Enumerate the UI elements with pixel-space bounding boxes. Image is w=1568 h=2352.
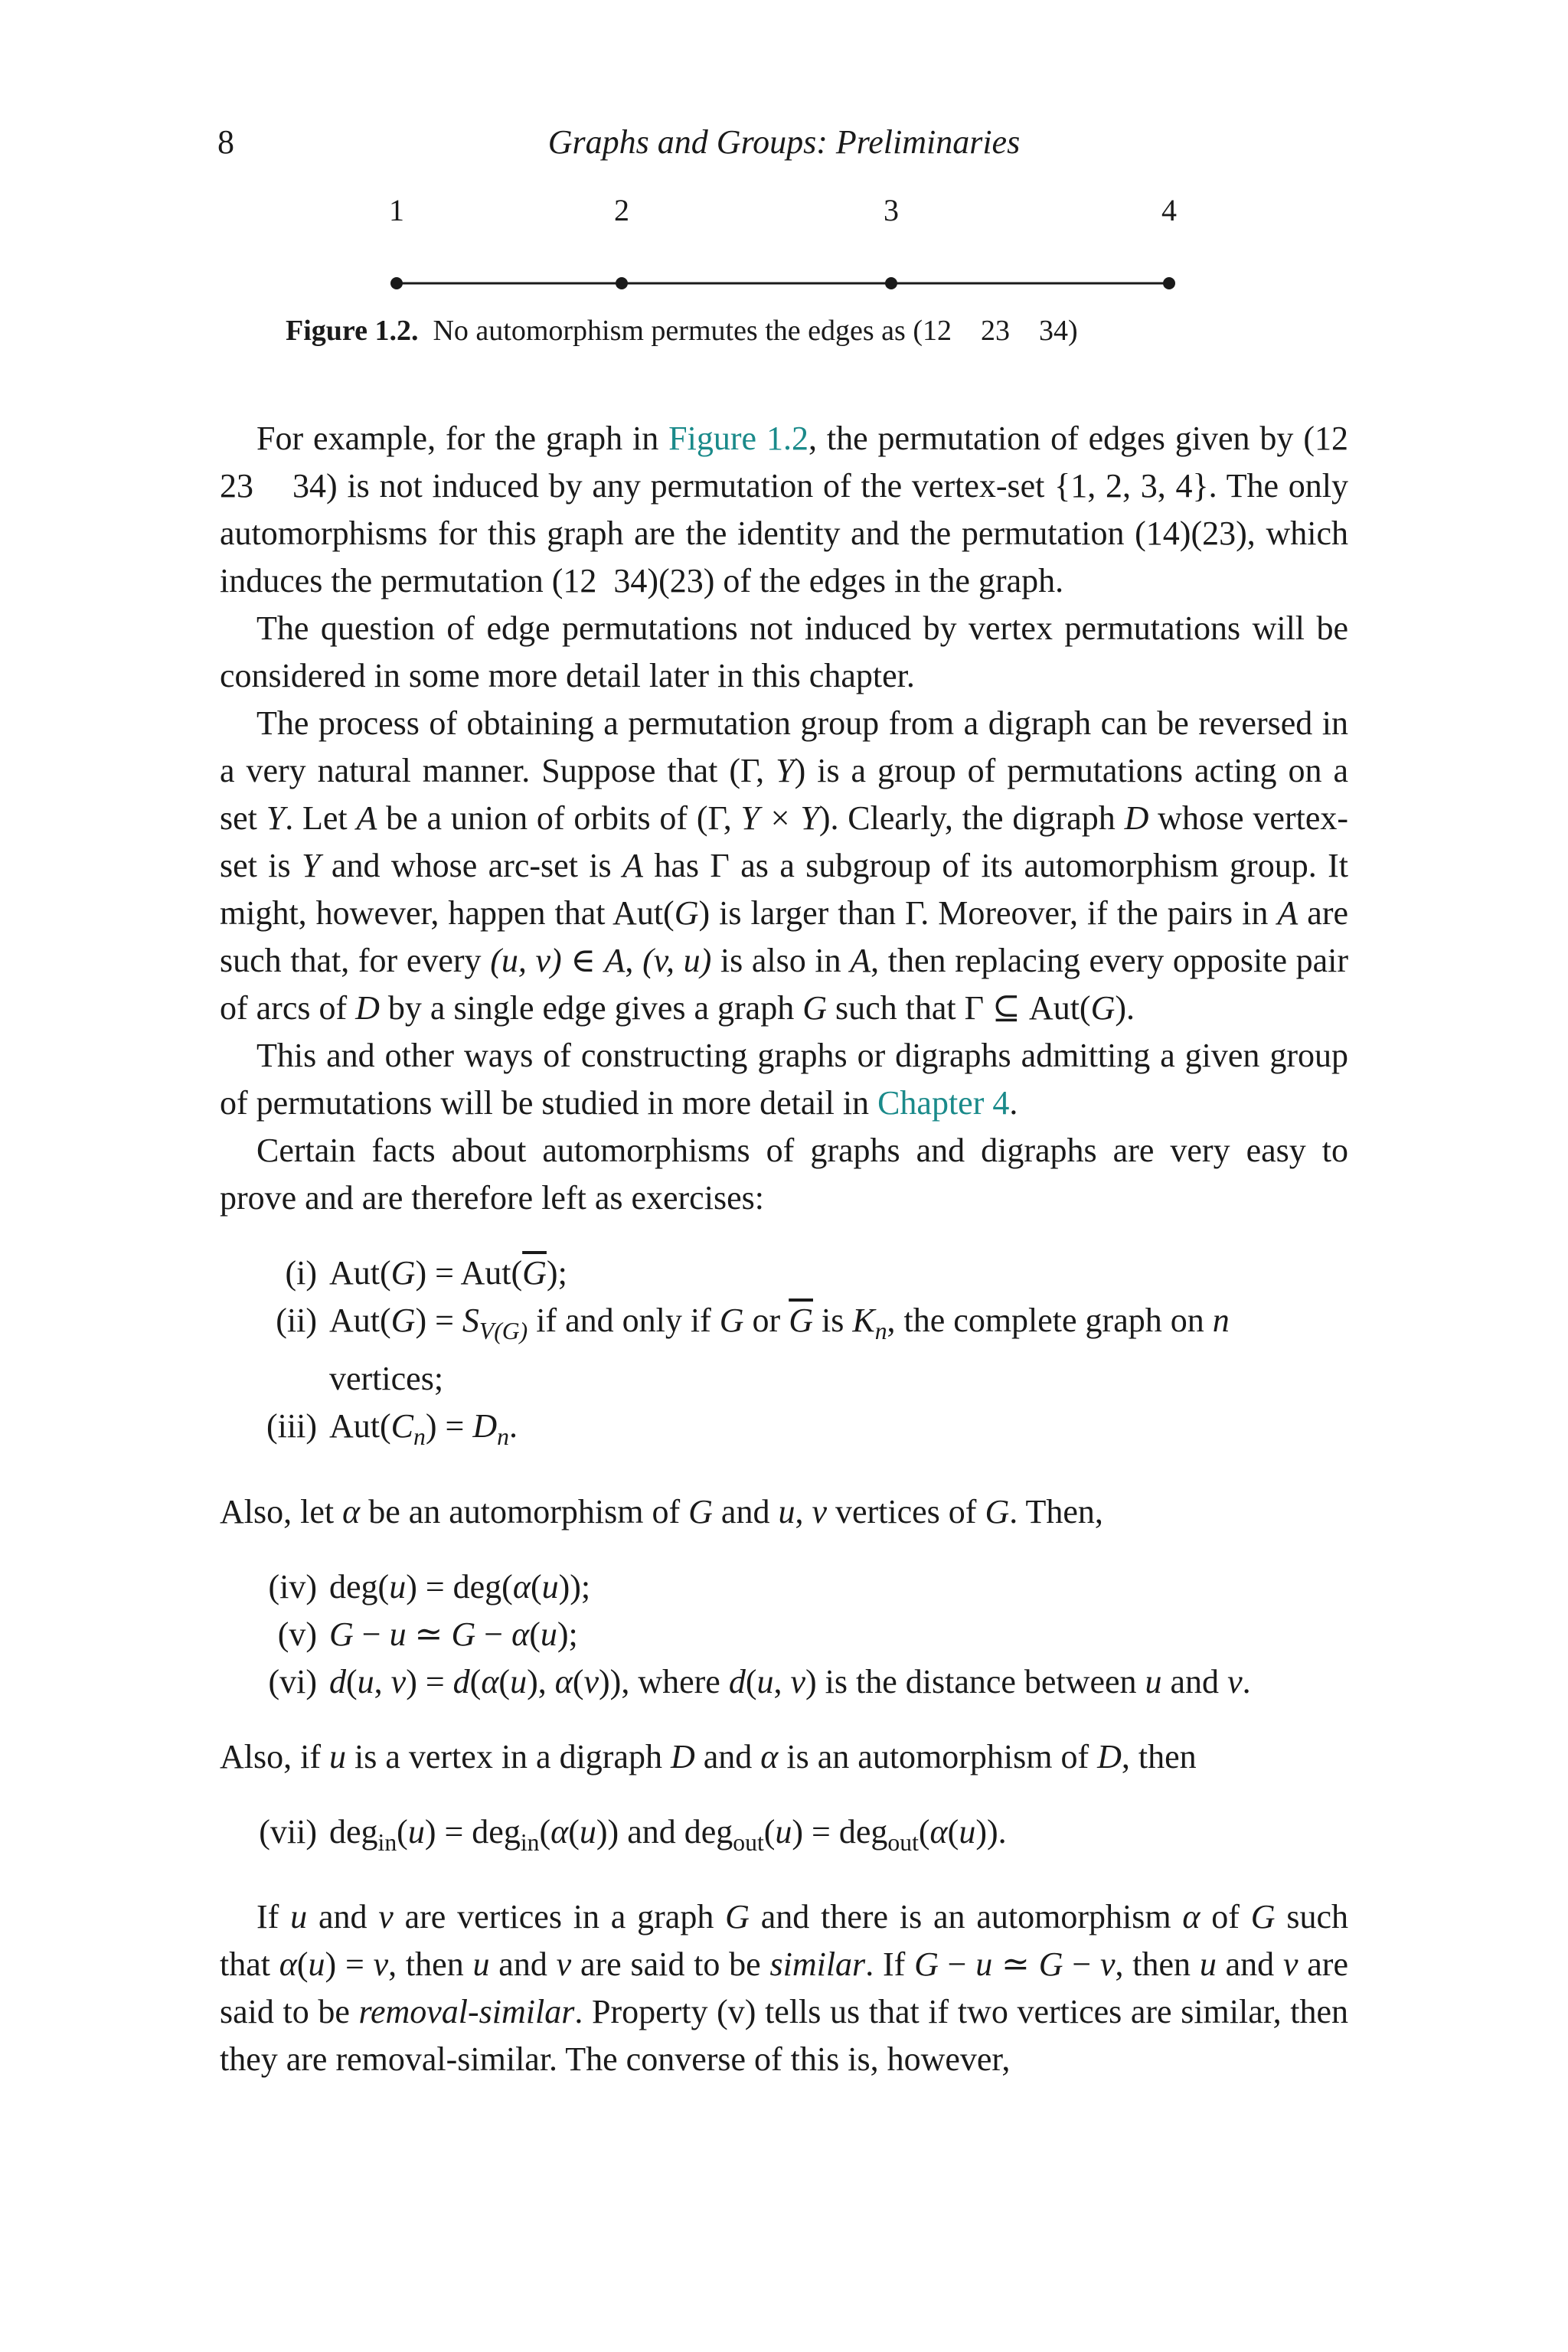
vertex-label-2: 2 bbox=[614, 193, 629, 227]
vertex-4 bbox=[1163, 277, 1175, 289]
figure-caption-label: Figure 1.2. bbox=[286, 315, 419, 347]
body-text bbox=[220, 415, 1382, 2083]
path-graph-figure bbox=[0, 184, 1568, 306]
figure-link[interactable]: Figure 1.2 bbox=[668, 420, 808, 457]
vertex-label-1: 1 bbox=[389, 193, 404, 227]
paragraph-5: Certain facts about automorphisms of graphs and digraphs are very easy to prove and are therefore left as exercises: bbox=[220, 1132, 1348, 1217]
exercise-item-ii: (ii) $Aut(G) = S_{V(G)}$ if and only if G or $\overline{G}$ is $K_n$, the complete graph on n vertices; bbox=[276, 1302, 1230, 1397]
page-number: 8 bbox=[217, 123, 234, 161]
paragraph-4: This and other ways of constructing graphs or digraphs admitting a given group of permutations will be studied in more detail in Chapter 4. bbox=[220, 1037, 1348, 1122]
vertex-label-4: 4 bbox=[1161, 193, 1177, 227]
paragraph-1: For example, for the graph in Figure 1.2, the permutation of edges given by (12 23 34) is not induced by any permutation of the vertex-set {1, 2, 3, 4}. The only automorphisms for this graph are the identity and the permutation (14)(23), which induces the permutation (12 34)(23) of the edges in the graph. bbox=[220, 420, 1382, 599]
vertex-2 bbox=[616, 277, 628, 289]
running-title: Graphs and Groups: Preliminaries bbox=[547, 123, 1021, 161]
exercise-item-i: (i) $Aut(G) = Aut(\overline{G})$; bbox=[285, 1254, 567, 1292]
paragraph-7: Also, if u is a vertex in a digraph D and α is an automorphism of D, then bbox=[220, 1737, 1197, 1775]
paragraph-2: The question of edge permutations not induced by vertex permutations will be considered in some more detail later in this chapter. bbox=[220, 609, 1348, 694]
exercise-item-vi: (vi) d(u, v) = d(α(u), α(v)), where d(u, v) is the distance between u and v. bbox=[268, 1662, 1251, 1700]
exercise-item-iii: (iii) $Aut(C_n) = D_n$. bbox=[266, 1406, 518, 1450]
exercise-list-1 bbox=[220, 1250, 1348, 1461]
chapter-link[interactable]: Chapter 4 bbox=[877, 1084, 1010, 1122]
figure-caption-text: No automorphism permutes the edges as (12 23 34) bbox=[433, 315, 1078, 347]
vertex-3 bbox=[885, 277, 897, 289]
paragraph-8: If u and v are vertices in a graph G and there is an automorphism α of G such that α(u) = v, then u and v are said to be similar. If G − u ≃ G − v, then u and v are said to be removal-similar. Property (v) tells us that if two vertices are similar, then they are removal-similar. The converse of this is, however, bbox=[220, 1898, 1349, 2079]
exercise-list-2 bbox=[220, 1563, 1348, 1706]
paragraph-3: The process of obtaining a permutation group from a digraph can be reversed in a very natural manner. Suppose that (Γ, Y) is a group of permutations acting on a set Y. Let A be a union of orbits of (Γ, Y × Y). Clearly, the digraph D whose vertex-set is Y and whose arc-set is A has Γ as a subgroup of its automorphism group. It might, however, happen that Aut(G) is larger than Γ. Moreover, if the pairs in A are such that, for every (u, v) ∈ A, (v, u) is also in A, then replacing every opposite pair of arcs of D by a single edge gives a graph G such that Γ ⊆ Aut(G). bbox=[220, 704, 1349, 1027]
exercise-item-vii: (vii) deg$_{in}$(u) = deg$_{in}$(α(u)) and deg$_{out}$(u) = deg$_{out}$(α(u)). bbox=[259, 1812, 1007, 1856]
exercise-item-v: (v) G − u ≃ G − α(u); bbox=[277, 1615, 578, 1653]
paragraph-6: Also, let α be an automorphism of G and u, v vertices of G. Then, bbox=[220, 1492, 1103, 1530]
exercise-list-3 bbox=[220, 1808, 1348, 1867]
vertex-label-3: 3 bbox=[884, 193, 899, 227]
vertex-1 bbox=[390, 277, 403, 289]
figure-caption bbox=[286, 314, 1078, 348]
exercise-item-iv: (iv) deg(u) = deg(α(u)); bbox=[268, 1567, 591, 1606]
